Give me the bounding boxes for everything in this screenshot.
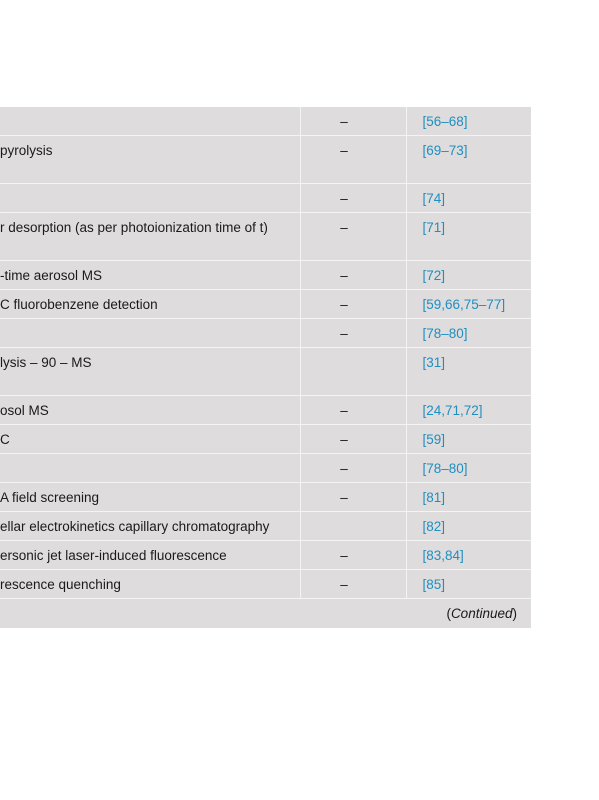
table-row — [0, 512, 531, 541]
table-row — [0, 107, 531, 136]
dash-cell: – — [300, 213, 406, 261]
reference-link[interactable]: [59,66,75–77] — [406, 290, 531, 319]
continued-open-paren: ( — [446, 606, 451, 621]
method-cell: ellar electrokinetics capillary chromatography — [0, 512, 300, 541]
table-row — [0, 454, 531, 483]
dash-cell: – — [300, 136, 406, 184]
reference-link[interactable]: [72] — [406, 261, 531, 290]
dash-cell: – — [300, 396, 406, 425]
dash-cell: – — [300, 290, 406, 319]
dash-cell: – — [300, 107, 406, 136]
continued-note — [0, 599, 531, 629]
method-cell — [0, 107, 300, 136]
table-row — [0, 290, 531, 319]
method-cell: ersonic jet laser-induced fluorescence — [0, 541, 300, 570]
method-cell: C — [0, 425, 300, 454]
table-row — [0, 184, 531, 213]
table-row — [0, 136, 531, 184]
dash-cell — [300, 348, 406, 396]
table-row — [0, 319, 531, 348]
references-table — [0, 107, 531, 628]
method-cell — [0, 319, 300, 348]
table-row — [0, 213, 531, 261]
reference-link[interactable]: [59] — [406, 425, 531, 454]
table-row — [0, 261, 531, 290]
method-cell: -time aerosol MS — [0, 261, 300, 290]
reference-link[interactable]: [85] — [406, 570, 531, 599]
table-row — [0, 570, 531, 599]
method-cell — [0, 184, 300, 213]
method-cell: rescence quenching — [0, 570, 300, 599]
dash-cell: – — [300, 541, 406, 570]
method-cell — [0, 454, 300, 483]
continued-row — [0, 599, 531, 629]
reference-link[interactable]: [24,71,72] — [406, 396, 531, 425]
references-table-region — [0, 107, 531, 628]
method-cell: pyrolysis — [0, 136, 300, 184]
reference-link[interactable]: [78–80] — [406, 454, 531, 483]
table-body — [0, 107, 531, 628]
continued-label: Continued — [450, 606, 513, 621]
dash-cell: – — [300, 570, 406, 599]
dash-cell — [300, 512, 406, 541]
method-cell: C fluorobenzene detection — [0, 290, 300, 319]
dash-cell: – — [300, 261, 406, 290]
dash-cell: – — [300, 184, 406, 213]
method-cell: r desorption (as per photoionization time of t) — [0, 213, 300, 261]
method-cell: osol MS — [0, 396, 300, 425]
continued-close-paren: ) — [512, 606, 517, 621]
reference-link[interactable]: [78–80] — [406, 319, 531, 348]
reference-link[interactable]: [31] — [406, 348, 531, 396]
dash-cell: – — [300, 425, 406, 454]
reference-link[interactable]: [83,84] — [406, 541, 531, 570]
reference-link[interactable]: [56–68] — [406, 107, 531, 136]
reference-link[interactable]: [69–73] — [406, 136, 531, 184]
reference-link[interactable]: [71] — [406, 213, 531, 261]
method-cell: A field screening — [0, 483, 300, 512]
table-row — [0, 425, 531, 454]
dash-cell: – — [300, 483, 406, 512]
table-row — [0, 348, 531, 396]
table-row — [0, 483, 531, 512]
table-row — [0, 396, 531, 425]
method-cell: lysis – 90 – MS — [0, 348, 300, 396]
table-row — [0, 541, 531, 570]
reference-link[interactable]: [81] — [406, 483, 531, 512]
reference-link[interactable]: [82] — [406, 512, 531, 541]
dash-cell: – — [300, 454, 406, 483]
dash-cell: – — [300, 319, 406, 348]
reference-link[interactable]: [74] — [406, 184, 531, 213]
